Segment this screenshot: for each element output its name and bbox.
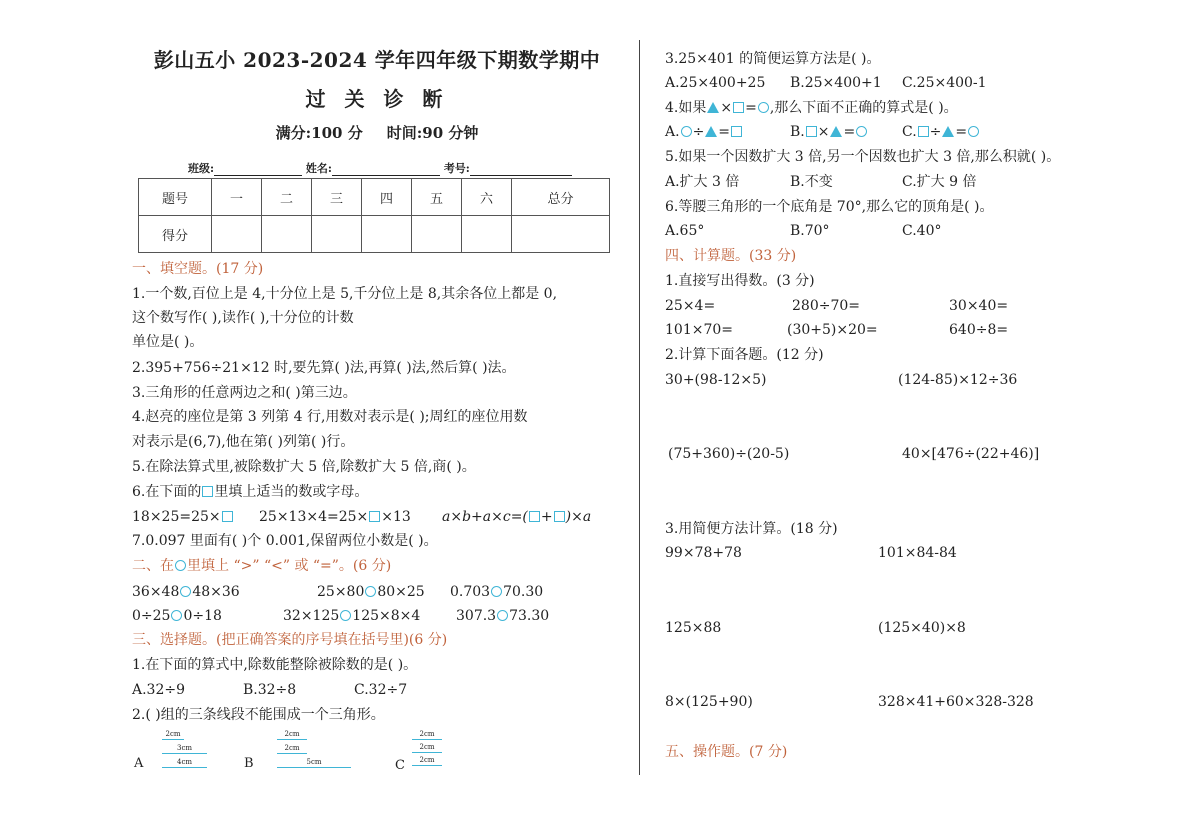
question-6-pre: 6.在下面的 [132,484,202,500]
question-6-post: 里填上适当的数或字母。 [214,484,369,500]
option-prefix: C. [902,124,917,140]
expr-text: 25×13×4=25× [259,509,369,525]
choice-4-pre: 4.如果 [665,100,707,116]
question-7: 7.0.097 里面有( )个 0.001,保留两位小数是( )。 [132,533,438,549]
calc-item: 101×84-84 [878,545,957,561]
calc-item: 30+(98-12×5) [665,372,767,388]
score-cell: 一 [212,179,262,216]
calc-item: 99×78+78 [665,545,742,561]
option-prefix: A. [665,124,680,140]
score-input[interactable] [512,216,610,253]
score-cell: 二 [262,179,312,216]
segment-label: 4cm [162,758,207,768]
choice-3-option-c[interactable]: C.25×400-1 [902,75,987,91]
question-2: 2.395+756÷21×12 时,要先算( )法,再算( )法,然后算( )法。 [132,360,516,376]
choice-6: 6.等腰三角形的一个底角是 70°,那么它的顶角是( )。 [665,199,994,215]
expr-text: + [540,509,553,525]
compare-6 [456,606,549,626]
score-input[interactable] [462,216,512,253]
name-field[interactable] [332,164,440,176]
compare-left: 36×48 [132,584,180,600]
compare-right: 73.30 [509,608,550,624]
choice-5-option-c[interactable]: C.扩大 9 倍 [902,174,977,190]
compare-right: 48×36 [192,584,240,600]
score-cell: 总分 [512,179,610,216]
section-2-title [132,556,391,576]
triangle-icon [707,102,719,113]
column-divider [639,40,640,775]
segment-label: 5cm [277,758,351,768]
score-input[interactable] [312,216,362,253]
calc-item: 40×[476÷(22+46)] [902,446,1040,462]
oral-calc-item: 640÷8= [949,322,1009,338]
question-1-line-b: 这个数写作( ),读作( ),十分位的计数 [132,310,354,326]
section-2-post: 里填上 “>” “<” 或 “=”。(6 分) [187,558,392,574]
name-label: 姓名: [305,162,332,175]
segment-c-2 [412,743,442,753]
segment-label: 2cm [412,730,442,740]
compare-right: 70.30 [503,584,544,600]
question-1-line-a: 1.一个数,百位上是 4,十分位上是 5,千分位上是 8,其余各位上都是 0, [132,286,558,302]
segment-label: 2cm [277,730,307,740]
score-row-label: 得分 [139,216,212,253]
oral-calc-item: 25×4= [665,298,716,314]
question-1-line-c: 单位是( )。 [132,334,204,350]
calc-1-title: 1.直接写出得数。(3 分) [665,273,815,289]
exam-no-field[interactable] [470,164,572,176]
segment-label: 2cm [162,730,184,740]
score-cell: 四 [362,179,412,216]
compare-left: 25×80 [317,584,365,600]
compare-right: 125×8×4 [352,608,421,624]
choice-6-option-a[interactable]: A.65° [665,223,705,239]
square-icon[interactable] [529,511,540,522]
student-info-line [188,160,572,176]
choice-1: 1.在下面的算式中,除数能整除被除数的是( )。 [132,657,418,673]
score-input[interactable] [412,216,462,253]
question-6-expr-2 [259,507,411,527]
square-icon [731,126,742,137]
segment-b-3 [277,758,351,768]
exam-time: 时间:90 分钟 [386,124,479,142]
oral-calc-item: 280÷70= [792,298,860,314]
question-6 [132,482,368,502]
compare-2 [317,582,425,602]
option-label-b[interactable]: B [244,756,254,771]
section-4-title: 四、计算题。(33 分) [665,248,797,264]
calc-2-title: 2.计算下面各题。(12 分) [665,347,824,363]
choice-4-option-b[interactable]: B. × = [790,122,868,142]
expr-text: ×13 [381,509,411,525]
choice-5: 5.如果一个因数扩大 3 倍,另一个因数也扩大 3 倍,那么积就( )。 [665,149,1061,165]
choice-3: 3.25×401 的简便运算方法是( )。 [665,51,881,67]
choice-4-option-c[interactable]: C. ÷ = [902,122,980,142]
oral-calc-item: (30+5)×20= [787,322,878,338]
compare-3 [450,582,543,602]
calc-item: 125×88 [665,620,722,636]
oral-calc-item: 30×40= [949,298,1009,314]
equals-sign: = [745,100,757,116]
score-cell: 五 [412,179,462,216]
segment-label: 2cm [277,744,307,754]
circle-icon [175,560,186,571]
expr-text: 18×25=25× [132,509,221,525]
circle-icon[interactable] [491,586,502,597]
question-4-line-b: 对表示是(6,7),他在第( )列第( )行。 [132,434,355,450]
score-cell: 题号 [139,179,212,216]
compare-left: 0.703 [450,584,491,600]
calc-3-title: 3.用简便方法计算。(18 分) [665,521,838,537]
compare-1 [132,582,240,602]
choice-3-option-b[interactable]: B.25×400+1 [790,75,882,91]
segment-label: 2cm [412,756,442,766]
choice-3-option-a[interactable]: A.25×400+25 [665,75,766,91]
segment-a-1 [162,730,184,740]
compare-left: 307.3 [456,608,497,624]
section-1-title: 一、填空题。(17 分) [132,261,264,277]
circle-icon[interactable] [171,610,182,621]
triangle-icon [942,126,954,137]
oral-calc-item: 101×70= [665,322,733,338]
choice-4 [665,98,958,118]
question-3: 3.三角形的任意两边之和( )第三边。 [132,385,357,401]
score-table-score-row [139,216,610,253]
triangle-icon [830,126,842,137]
question-6-expr-1 [132,507,234,527]
score-cell: 六 [462,179,512,216]
circle-icon [758,102,769,113]
segment-a-3 [162,758,207,768]
calc-item: 328×41+60×328-328 [878,694,1034,710]
exam-title: 彭山五小 2023-2024 学年四年级下期数学期中 [153,48,601,72]
class-label: 班级: [188,162,215,175]
choice-1-option-c[interactable]: C.32÷7 [354,682,408,698]
circle-icon [856,126,867,137]
square-icon [733,102,744,113]
question-6-expr-3 [442,507,591,527]
calc-item: (124-85)×12÷36 [898,372,1018,388]
choice-5-option-a[interactable]: A.扩大 3 倍 [665,174,740,190]
circle-icon [968,126,979,137]
score-cell: 三 [312,179,362,216]
calc-item: (75+360)÷(20-5) [668,446,790,462]
circle-icon [681,126,692,137]
expr-text: )×a [565,509,592,525]
square-icon[interactable] [554,511,565,522]
choice-4-option-a[interactable]: A. ÷ = [665,122,743,142]
score-input[interactable] [212,216,262,253]
score-table [138,178,610,253]
choice-1-option-a[interactable]: A.32÷9 [132,682,186,698]
triangle-icon [705,126,717,137]
choice-4-post: ,那么下面不正确的算式是( )。 [769,100,958,116]
circle-icon[interactable] [340,610,351,621]
square-icon [918,126,929,137]
square-icon [806,126,817,137]
choice-1-option-b[interactable]: B.32÷8 [243,682,297,698]
square-icon[interactable] [369,511,380,522]
compare-right: 80×25 [377,584,425,600]
compare-left: 32×125 [283,608,340,624]
question-5: 5.在除法算式里,被除数扩大 5 倍,除数扩大 5 倍,商( )。 [132,459,476,475]
score-input[interactable] [362,216,412,253]
calc-item: 8×(125+90) [665,694,753,710]
section-2-pre: 二、在 [132,558,174,574]
exam-meta [132,122,622,143]
segment-label: 2cm [412,743,442,753]
section-3-title: 三、选择题。(把正确答案的序号填在括号里)(6 分) [132,632,448,648]
circle-icon[interactable] [497,610,508,621]
choice-6-option-b[interactable]: B.70° [790,223,830,239]
question-4-line-a: 4.赵亮的座位是第 3 列第 4 行,用数对表示是( );周红的座位用数 [132,409,528,425]
option-prefix: B. [790,124,805,140]
score-table-header-row [139,179,610,216]
compare-right: 0÷18 [183,608,222,624]
section-5-title: 五、操作题。(7 分) [665,744,788,760]
compare-4 [132,606,222,626]
exam-subtitle: 过 关 诊 断 [305,87,449,111]
option-label-a[interactable]: A [134,756,144,771]
score-input[interactable] [262,216,312,253]
choice-5-option-b[interactable]: B.不变 [790,174,833,190]
option-label-c[interactable]: C [395,758,405,773]
full-score: 满分:100 分 [275,124,363,142]
compare-left: 0÷25 [132,608,171,624]
choice-2: 2.( )组的三条线段不能围成一个三角形。 [132,707,385,723]
exam-no-label: 考号: [443,162,470,175]
calc-item: (125×40)×8 [878,620,966,636]
segment-b-2 [277,744,307,754]
square-icon [202,486,213,497]
circle-icon[interactable] [365,586,376,597]
segment-a-2 [162,744,207,754]
segment-b-1 [277,730,307,740]
compare-5 [283,606,420,626]
segment-label: 3cm [162,744,207,754]
class-field[interactable] [214,164,302,176]
circle-icon[interactable] [180,586,191,597]
choice-6-option-c[interactable]: C.40° [902,223,942,239]
expr-text: a×b+a×c=( [442,509,528,525]
segment-c-3 [412,756,442,766]
segment-c-1 [412,730,442,740]
square-icon[interactable] [222,511,233,522]
times-sign: × [720,100,733,116]
